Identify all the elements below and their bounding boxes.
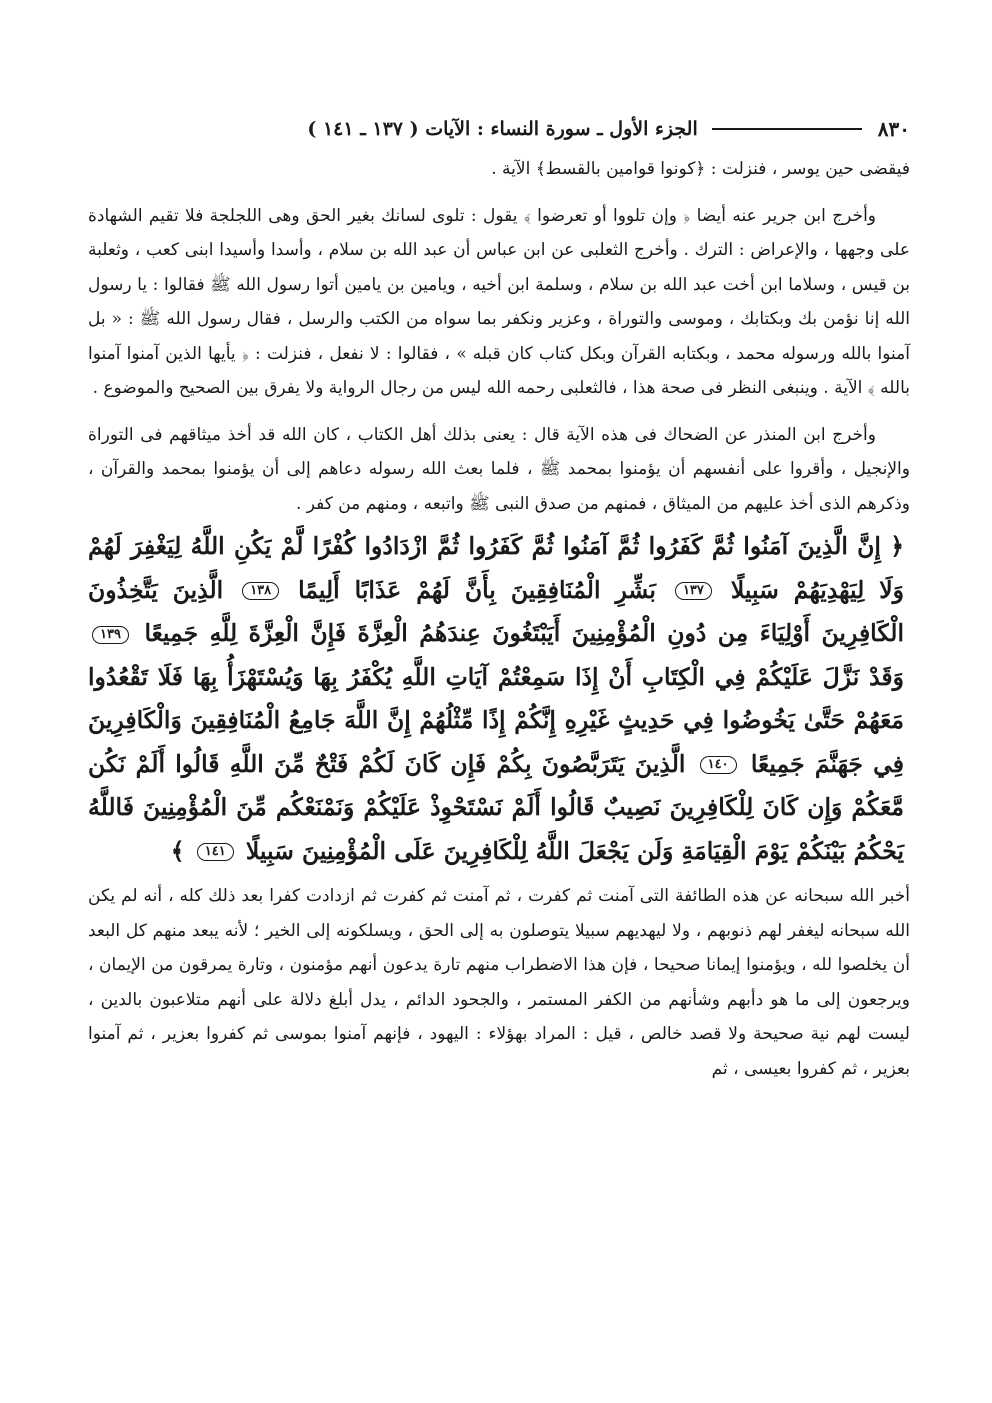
paragraph-continuation: فيقضى حين يوسر ، فنزلت : ﴿كونوا قوامين بالقسط﴾ الآية . (491, 159, 910, 179)
quran-open-bracket: ﴿ (890, 532, 905, 560)
verse-number-marker: ١٣٧ (675, 582, 712, 600)
verse-text: الَّذِينَ يَتَرَبَّصُونَ بِكُمْ فَإِن كَانَ لَكُمْ فَتْحٌ مِّنَ اللَّهِ قَالُوا أَلَمْ نَكُن مَّعَكُمْ وَإِن كَانَ لِلْكَافِرِينَ نَصِيبٌ قَالُوا أَلَمْ نَسْتَحْوِذْ عَلَيْكُمْ وَنَمْنَعْكُم مِّنَ الْمُؤْمِنِينَ فَاللَّهُ يَحْكُمُ بَيْنَكُمْ يَوْمَ الْقِيَامَةِ وَلَن يَجْعَلَ اللَّهُ لِلْكَافِرِينَ عَلَى الْمُؤْمِنِينَ سَبِيلًا (88, 749, 904, 865)
paragraph-commentary: أخبر الله سبحانه عن هذه الطائفة التى آمنت ثم كفرت ، ثم آمنت ثم كفرت ثم ازدادت كفرا بعد ذلك كله ، أنه لم يكن الله سبحانه ليغفر لهم ذنوبهم ، ولا ليهديهم سبيلا يتوصلون به إلى الحق ، ويسلكونه إلى الخير ؛ لأنه يبعد منهم كل البعد أن يخلصوا لله ، ويؤمنوا إيمانا صحيحا ، فإن هذا الاضطراب منهم تارة يدعون أنهم مؤمنون ، وتارة يمرقون من الإيمان ، ويرجعون إلى ما هو دأبهم وشأنهم من الكفر المستمر ، والجحود الدائم ، يدل أبلغ دلالة على أنهم متلاعبون بالدين ، ليست لهم نية صحيحة ولا قصد خالص ، قيل : المراد بهؤلاء : اليهود ، فإنهم آمنوا بموسى ثم كفروا بعزير ، ثم آمنوا بعزير ، ثم كفروا بعيسى ، ثم (88, 886, 910, 1079)
header-rule (712, 128, 862, 130)
verse-number-marker: ١٤٠ (700, 756, 737, 774)
paragraph-ibn-jarir: وأخرج ابن جرير عنه أيضا ﴿ وإن تلووا أو تعرضوا ﴾ يقول : تلوى لسانك بغير الحق وهى اللجلجة فلا تقيم الشهادة على وجهها ، والإعراض : الترك . وأخرج الثعلبى عن ابن عباس أن عبد الله بن سلام ، وأسدا وأسيدا ابنى كعب ، وثعلبة بن قيس ، وسلاما ابن أخت عبد الله بن سلام ، وسلمة ابن أخيه ، ويامين بن يامين أتوا رسول الله ﷺ فقالوا : يا رسول الله إنا نؤمن بك وبكتابك ، وموسى والتوراة ، وعزير ونكفر بما سواه من الكتب والرسل ، فقال رسول الله ﷺ : « بل آمنوا بالله ورسوله محمد ، وبكتابه القرآن وبكل كتاب كان قبله » ، فقالوا : لا نفعل ، فنزلت : ﴿ يأيها الذين آمنوا آمنوا بالله ﴾ الآية . وينبغى النظر فى صحة هذا ، فالثعلبى رحمه الله ليس من رجال الرواية ولا يفرق بين الصحيح والموضوع . (88, 205, 910, 398)
verse-number-marker: ١٣٨ (242, 582, 279, 600)
quran-close-bracket: ﴾ (170, 836, 185, 865)
quran-verses-block (88, 525, 910, 873)
verse-number-marker: ١٣٩ (92, 626, 129, 644)
verse-text: وَقَدْ نَزَّلَ عَلَيْكُمْ فِي الْكِتَابِ أَنْ إِذَا سَمِعْتُمْ آيَاتِ اللَّهِ يُكْفَرُ بِهَا وَيُسْتَهْزَأُ بِهَا فَلَا تَقْعُدُوا مَعَهُمْ حَتَّىٰ يَخُوضُوا فِي حَدِيثٍ غَيْرِهِ إِنَّكُمْ إِذًا مِّثْلُهُمْ إِنَّ اللَّهَ جَامِعُ الْمُنَافِقِينَ وَالْكَافِرِينَ فِي جَهَنَّمَ جَمِيعًا (88, 662, 904, 778)
paragraph-gap (88, 187, 910, 199)
paragraph-gap (88, 406, 910, 418)
paragraph-ibn-almundhir: وأخرج ابن المنذر عن الضحاك فى هذه الآية قال : يعنى بذلك أهل الكتاب ، كان الله قد أخذ ميثاقهم فى التوراة والإنجيل ، وأقروا على أنفسهم أن يؤمنوا بمحمد ﷺ ، فلما بعث الله رسوله دعاهم إلى أن يؤمنوا بمحمد والقرآن ، وذكرهم الذى أخذ عليهم من الميثاق ، فمنهم من صدق النبى ﷺ واتبعه ، ومنهم من كفر . (88, 424, 910, 514)
verse-text: إِنَّ الَّذِينَ آمَنُوا ثُمَّ كَفَرُوا ثُمَّ آمَنُوا ثُمَّ كَفَرُوا ثُمَّ ازْدَادُوا كُفْرًا لَّمْ يَكُنِ اللَّهُ لِيَغْفِرَ لَهُمْ وَلَا لِيَهْدِيَهُمْ سَبِيلًا (88, 532, 904, 604)
verse-number-marker: ١٤١ (197, 843, 234, 861)
page-number: ٨٣٠ (877, 117, 910, 141)
page-header (88, 112, 910, 146)
running-title: الجزء الأول ـ سورة النساء : الآيات ( ١٣٧ ـ ١٤١ ) (307, 118, 698, 140)
verse-text: الَّذِينَ يَتَّخِذُونَ الْكَافِرِينَ أَوْلِيَاءَ مِن دُونِ الْمُؤْمِنِينَ أَيَبْتَغُونَ عِندَهُمُ الْعِزَّةَ فَإِنَّ الْعِزَّةَ لِلَّهِ جَمِيعًا (88, 575, 904, 647)
book-page (88, 112, 910, 1086)
verse-text: بَشِّرِ الْمُنَافِقِينَ بِأَنَّ لَهُمْ عَذَابًا أَلِيمًا (298, 575, 656, 604)
